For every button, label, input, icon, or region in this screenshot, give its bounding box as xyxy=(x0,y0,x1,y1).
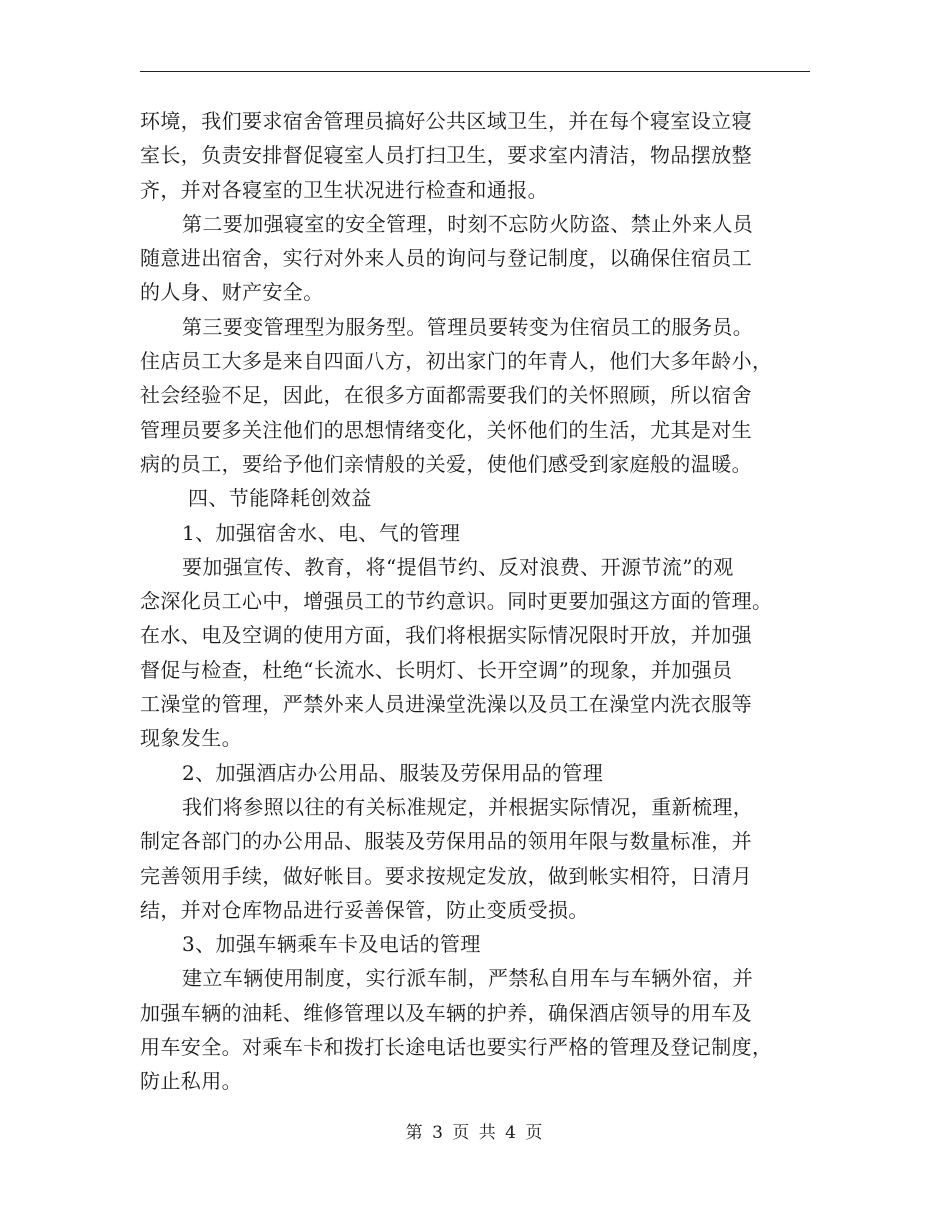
paragraph-start-line: 建立车辆使用制度，实行派车制，严禁私自用车与车辆外宿，并 xyxy=(182,966,754,991)
page-number-footer: 第 3 页 共 4 页 xyxy=(405,1123,545,1143)
paragraph-start-line: 要加强宣传、教育，将“提倡节约、反对浪费、开源节流”的观 xyxy=(182,554,734,579)
text-line: 在水、电及空调的使用方面，我们将根据实际情况限时开放，并加强 xyxy=(140,623,752,648)
subsection-heading: 3、加强车辆乘车卡及电话的管理 xyxy=(182,932,481,957)
text-line: 念深化员工心中，增强员工的节约意识。同时更要加强这方面的管理。 xyxy=(140,589,773,614)
text-line: 结，并对仓库物品进行妥善保管，防止变质受损。 xyxy=(140,897,589,922)
text-line: 社会经验不足，因此，在很多方面都需要我们的关怀照顾，所以宿舍 xyxy=(140,383,752,408)
text-line: 督促与检查，杜绝“长流水、长明灯、长开空调”的现象，并加强员 xyxy=(140,657,733,682)
text-line: 的人身、财产安全。 xyxy=(140,280,324,305)
paragraph-start-line: 第二要加强寝室的安全管理，时刻不忘防火防盗、禁止外来人员 xyxy=(182,211,754,236)
text-line: 现象发生。 xyxy=(140,726,242,751)
section-heading: 四、节能降耗创效益 xyxy=(188,486,372,511)
subsection-heading: 2、加强酒店办公用品、服装及劳保用品的管理 xyxy=(182,760,604,785)
text-line: 完善领用手续，做好帐目。要求按规定发放，做到帐实相符，日清月 xyxy=(140,863,752,888)
text-line: 随意进出宿舍，实行对外来人员的询问与登记制度，以确保住宿员工 xyxy=(140,246,752,271)
text-line: 工澡堂的管理，严禁外来人员进澡堂洗澡以及员工在澡堂内洗衣服等 xyxy=(140,692,752,717)
text-line: 制定各部门的办公用品、服装及劳保用品的领用年限与数量标准，并 xyxy=(140,829,752,854)
paragraph-start-line: 我们将参照以往的有关标准规定，并根据实际情况，重新梳理， xyxy=(182,794,754,819)
text-line: 防止私用。 xyxy=(140,1069,242,1094)
text-line: 管理员要多关注他们的思想情绪变化，关怀他们的生活，尤其是对生 xyxy=(140,417,752,442)
text-line: 病的员工，要给予他们亲情般的关爱，使他们感受到家庭般的温暖。 xyxy=(140,451,752,476)
text-line: 加强车辆的油耗、维修管理以及车辆的护养，确保酒店领导的用车及 xyxy=(140,1000,752,1025)
header-rule xyxy=(140,71,810,72)
text-line: 齐，并对各寝室的卫生状况进行检查和通报。 xyxy=(140,177,548,202)
text-line: 用车安全。对乘车卡和拨打长途电话也要实行严格的管理及登记制度， xyxy=(140,1035,773,1060)
document-body xyxy=(140,104,820,1099)
text-line: 室长，负责安排督促寝室人员打扫卫生，要求室内清洁，物品摆放整 xyxy=(140,143,752,168)
text-line: 环境，我们要求宿舍管理员搞好公共区域卫生，并在每个寝室设立寝 xyxy=(140,109,752,133)
paragraph-start-line: 第三要变管理型为服务型。管理员要转变为住宿员工的服务员。 xyxy=(182,314,754,339)
text-line: 住店员工大多是来自四面八方，初出家门的年青人，他们大多年龄小， xyxy=(140,349,773,374)
subsection-heading: 1、加强宿舍水、电、气的管理 xyxy=(182,520,461,545)
